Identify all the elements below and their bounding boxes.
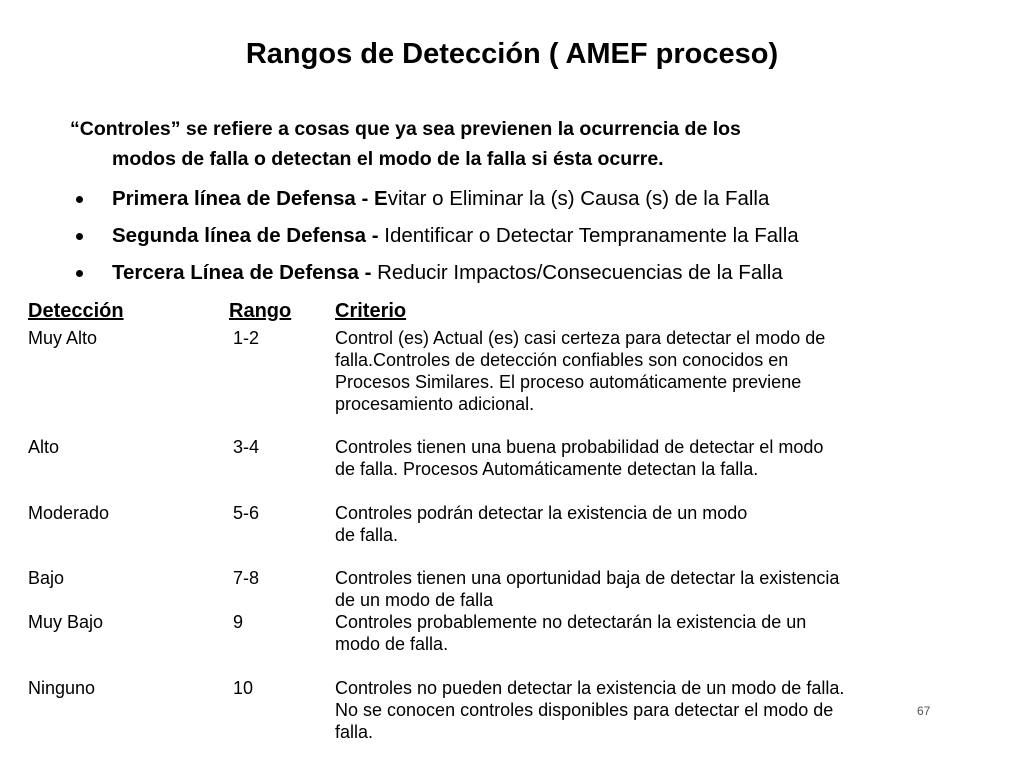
criterio-line: de falla. xyxy=(335,525,399,545)
row-criterio xyxy=(335,611,985,655)
row-rango: 10 xyxy=(233,678,254,698)
row-rango: 7-8 xyxy=(233,568,260,588)
slide-title: Rangos de Detección ( AMEF proceso) xyxy=(245,38,779,70)
row-rango: 9 xyxy=(233,612,244,632)
criterio-line: falla.Controles de detección confiables son conocidos en xyxy=(335,350,789,370)
bullet-dot-icon xyxy=(76,233,83,240)
row-rango: 1-2 xyxy=(233,328,260,348)
bullet-text: Identificar o Detectar Tempranamente la Falla xyxy=(384,224,799,247)
bullet-item-segunda xyxy=(70,217,990,254)
row-nivel: Alto xyxy=(28,437,60,457)
bullet-item-primera xyxy=(70,180,990,217)
bullet-text: vitar o Eliminar la (s) Causa (s) de la Falla xyxy=(387,187,770,210)
criterio-line: Procesos Similares. El proceso automáticamente previene xyxy=(335,372,802,392)
row-nivel: Muy Bajo xyxy=(28,612,104,632)
criterio-line: Controles probablemente no detectarán la existencia de un xyxy=(335,612,807,632)
header-criterio: Criterio xyxy=(335,300,407,322)
row-rango: 5-6 xyxy=(233,503,260,523)
row-criterio xyxy=(335,436,985,480)
table-header xyxy=(0,300,1024,326)
bullet-item-tercera xyxy=(70,254,990,291)
bullet-bold-label: Tercera Línea de Defensa - xyxy=(112,261,378,284)
criterio-line: Controles tienen una oportunidad baja de detectar la existencia xyxy=(335,568,840,588)
criterio-line: de falla. Procesos Automáticamente detectan la falla. xyxy=(335,459,759,479)
defense-lines-list xyxy=(70,180,990,291)
criterio-line: Controles tienen una buena probabilidad de detectar el modo xyxy=(335,437,824,457)
slide-number: 67 xyxy=(917,704,931,718)
intro-text xyxy=(70,114,970,174)
bullet-text: Reducir Impactos/Consecuencias de la Falla xyxy=(377,261,783,284)
criterio-line: Control (es) Actual (es) casi certeza para detectar el modo de xyxy=(335,328,826,348)
criterio-line: procesamiento adicional. xyxy=(335,394,535,414)
row-criterio xyxy=(335,677,985,743)
row-criterio xyxy=(335,327,985,415)
bullet-bold-label: Segunda línea de Defensa - xyxy=(112,224,385,247)
criterio-line: de un modo de falla xyxy=(335,590,494,610)
criterio-line: falla. xyxy=(335,722,374,742)
intro-line-1: “Controles” se refiere a cosas que ya sea previenen la ocurrencia de los xyxy=(70,118,741,140)
criterio-line: modo de falla. xyxy=(335,634,449,654)
header-deteccion: Detección xyxy=(28,300,124,322)
row-rango: 3-4 xyxy=(233,437,260,457)
row-criterio xyxy=(335,502,985,546)
criterio-line: Controles no pueden detectar la existencia de un modo de falla. xyxy=(335,678,845,698)
row-nivel: Ninguno xyxy=(28,678,96,698)
bullet-dot-icon xyxy=(76,196,83,203)
row-nivel: Moderado xyxy=(28,503,110,523)
intro-line-2: modos de falla o detectan el modo de la falla si ésta ocurre. xyxy=(112,148,664,170)
row-nivel: Muy Alto xyxy=(28,328,98,348)
bullet-dot-icon xyxy=(76,270,83,277)
criterio-line: Controles podrán detectar la existencia de un modo xyxy=(335,503,748,523)
header-rango: Rango xyxy=(229,300,292,322)
row-nivel: Bajo xyxy=(28,568,65,588)
row-criterio xyxy=(335,567,985,611)
criterio-line: No se conocen controles disponibles para detectar el modo de xyxy=(335,700,834,720)
bullet-bold-label: Primera línea de Defensa - E xyxy=(112,187,388,210)
